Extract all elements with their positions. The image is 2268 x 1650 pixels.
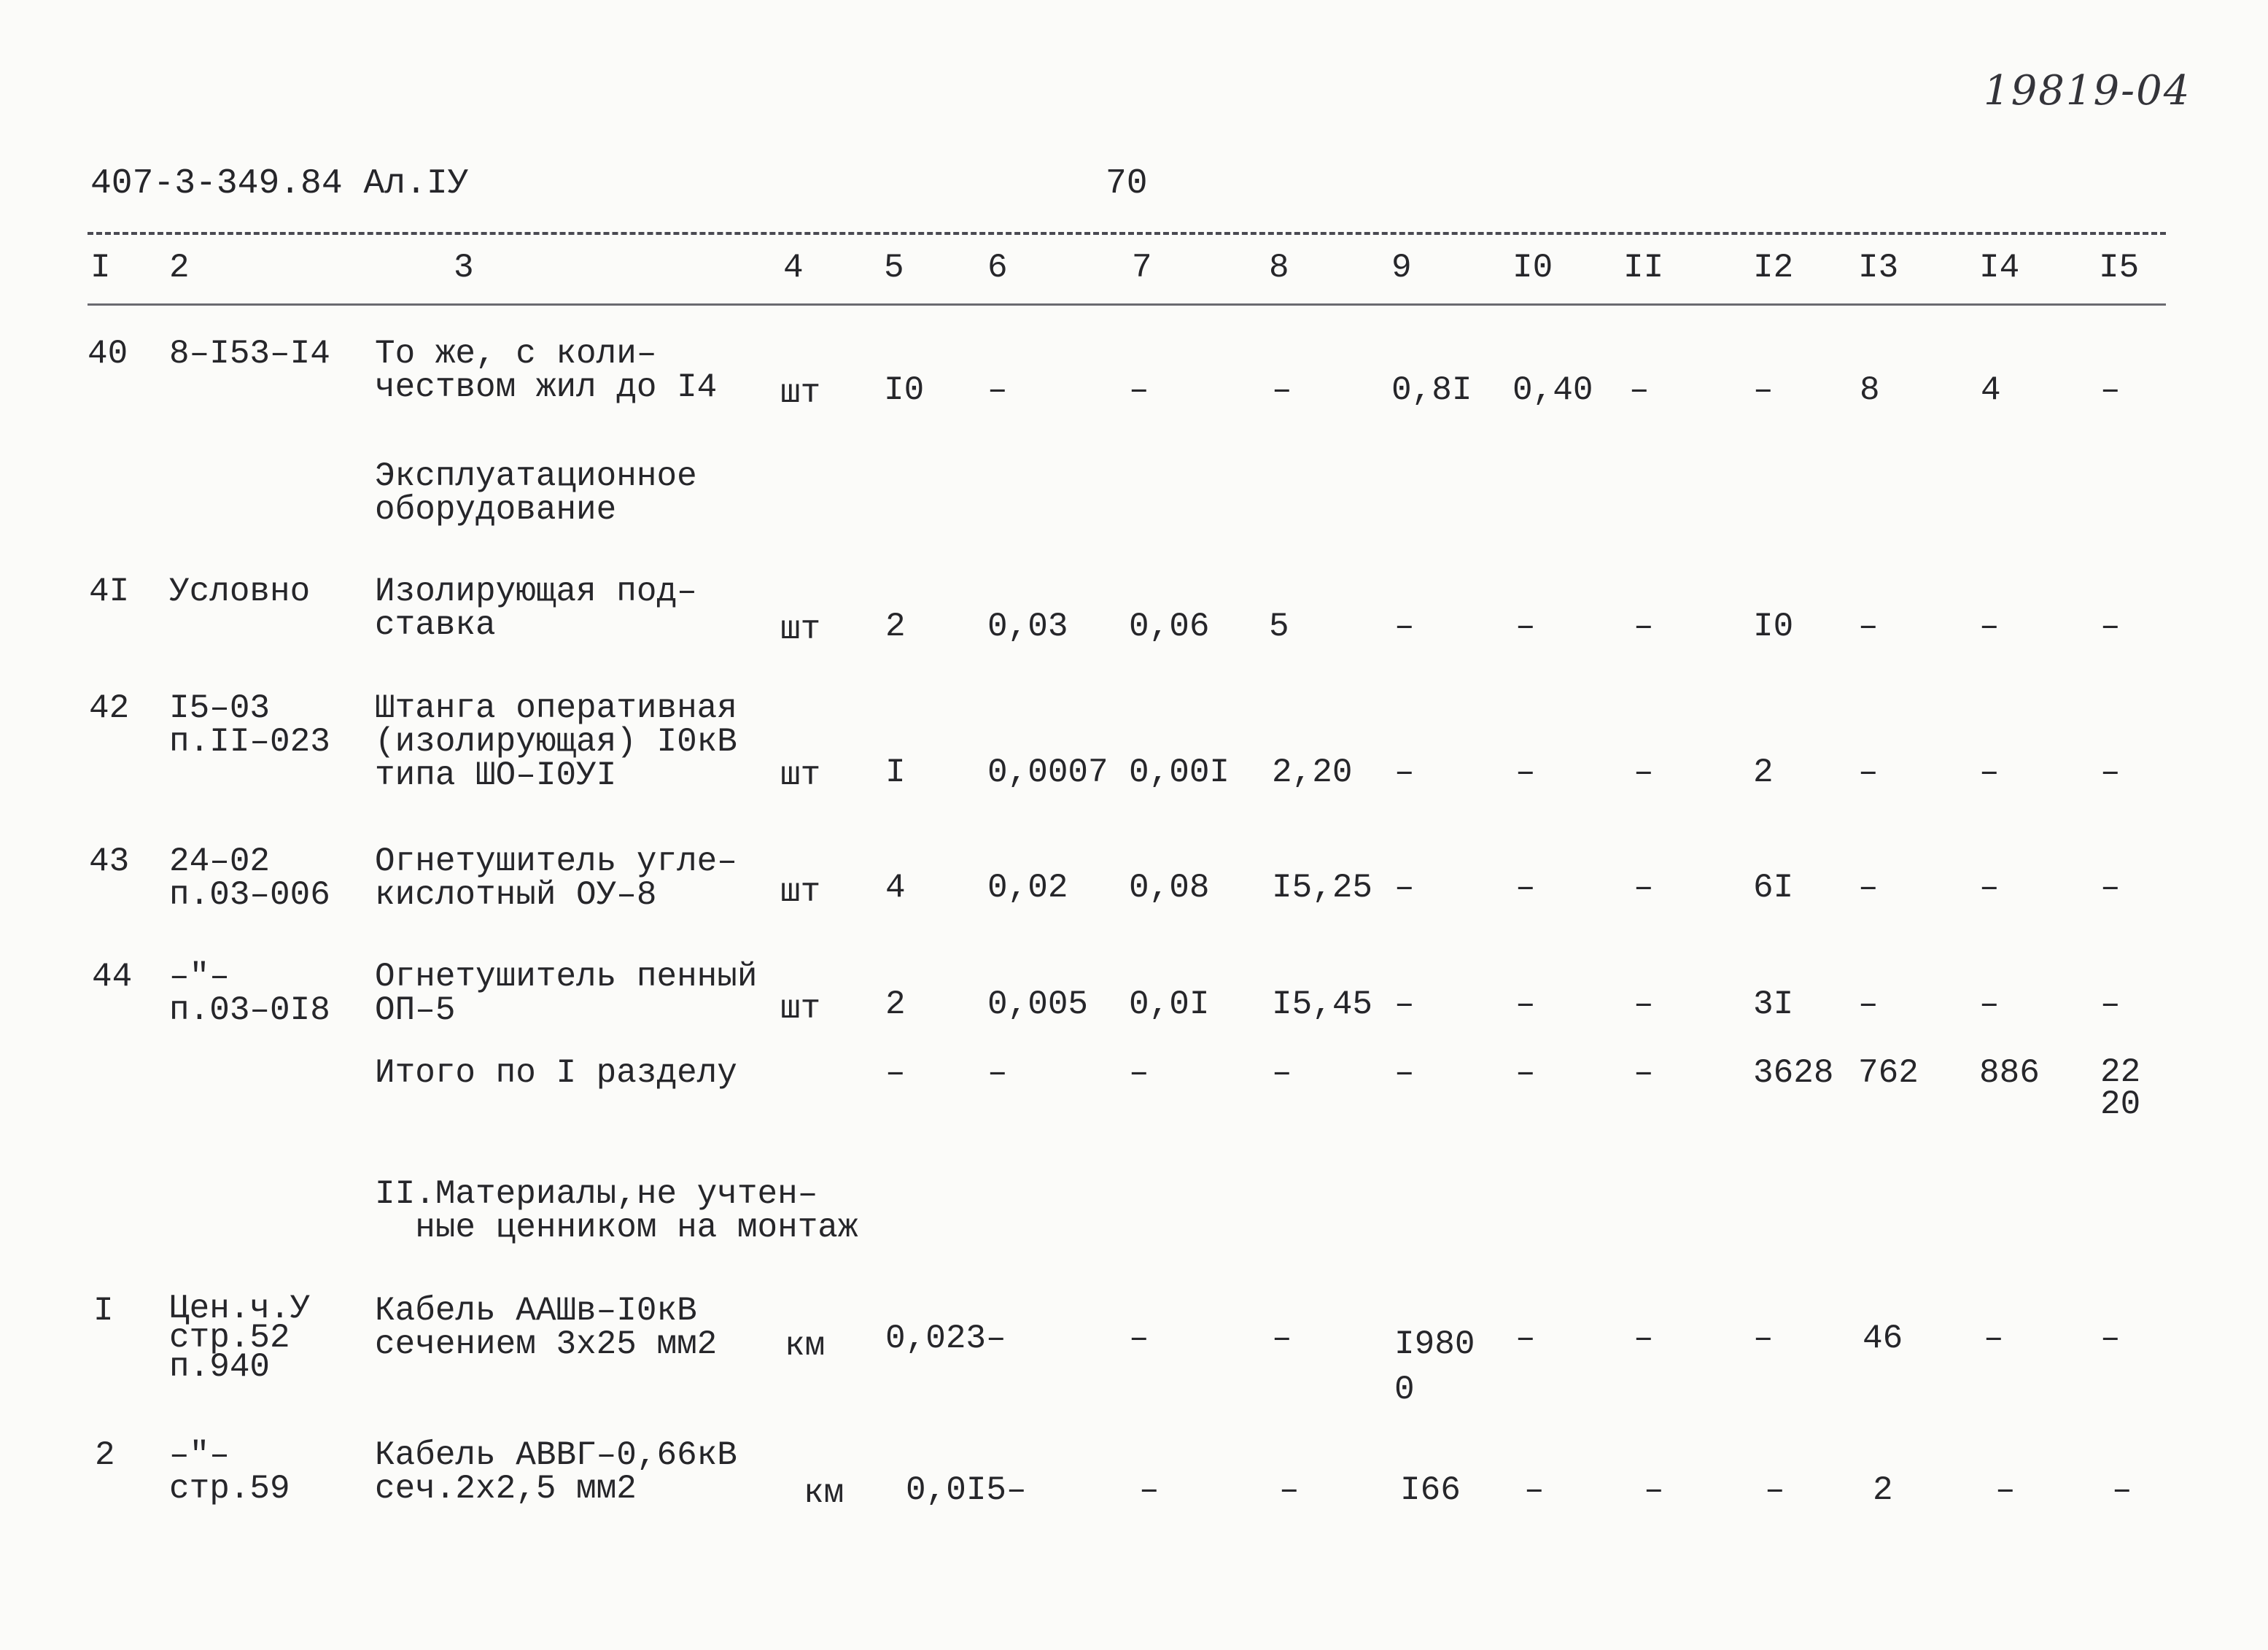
col-8-value: I5,45 [1272,985,1373,1023]
col-12-value: – [1765,1471,1785,1509]
col-9-value: – [1394,608,1415,646]
col-7-value: 0,0I [1129,985,1210,1023]
col-6-value: 0,02 [987,869,1068,907]
total-col-12: 3628 [1753,1054,1834,1092]
col-10-value: – [1515,754,1536,791]
col-13-value: – [1858,869,1879,907]
col-12-value: – [1753,1320,1774,1357]
header-rule-bottom [88,303,2166,306]
item-name: Штанга оперативная (изолирующая) I0кВ типа ШО–I0УI [375,689,737,794]
section-heading: II.Материалы,не учтен– ные ценником на монтаж [375,1175,858,1247]
section-total-label: Итого по I разделу [375,1054,737,1092]
col-11-value: – [1634,1320,1654,1357]
row-number: 40 [88,335,128,373]
price-code: Цен.ч.У стр.52 п.940 [169,1290,311,1386]
col-10-value: – [1515,1054,1536,1092]
col-15-value: – [2100,608,2121,646]
col-15-value: – [2100,985,2121,1023]
unit: шт [780,611,821,648]
col-11-value: – [1629,371,1650,409]
quantity: 0,023– [885,1320,1006,1357]
col-header-4: 4 [783,249,804,287]
col-14-value: – [1979,754,2000,791]
col-15-value: – [2112,1471,2132,1509]
col-10-value: – [1515,985,1536,1023]
row-number: 42 [89,689,130,727]
col-8-value: – [1272,371,1292,409]
col-header-10: I0 [1512,249,1553,287]
col-11-value: – [1634,608,1654,646]
col-11-value: – [1634,754,1654,791]
col-header-9: 9 [1391,249,1412,287]
col-10-value: – [1524,1471,1545,1509]
col-15-value: – [2100,1320,2121,1357]
unit: км [785,1327,826,1365]
col-7-value: 0,00I [1129,754,1230,791]
col-13-value: 8 [1860,371,1880,409]
item-name: Изолирующая под– ставка [375,573,697,644]
col-5-value: – [885,1054,906,1092]
col-10-value: – [1515,608,1536,646]
col-6-value: 0,005 [987,985,1089,1023]
price-code: 24–02 п.03–006 [169,843,330,914]
quantity: I0 [884,371,925,409]
col-14-value: – [1984,1320,2004,1357]
col-13-value: – [1858,985,1879,1023]
col-12-value: 6I [1753,869,1794,907]
col-8-value: – [1272,1054,1292,1092]
unit: шт [780,873,821,911]
col-11-value: – [1634,869,1654,907]
item-name: Огнетушитель угле– кислотный ОУ–8 [375,843,737,914]
section-heading: Эксплуатационное оборудование [375,457,697,529]
item-name: Кабель ААШв–I0кВ сечением 3х25 мм2 [375,1292,718,1363]
col-header-6: 6 [987,249,1008,287]
col-7-value: 0,08 [1129,869,1210,907]
col-9-value: I66 [1400,1471,1461,1509]
quantity: 4 [885,869,906,907]
price-code: 8–I53–I4 [169,335,330,373]
col-9-value: I980 0 [1394,1325,1475,1409]
page-number: 70 [1106,164,1148,204]
col-header-8: 8 [1269,249,1289,287]
quantity: I [885,754,906,791]
unit: шт [780,990,821,1028]
quantity: 0,0I5– [906,1471,1027,1509]
col-8-value: I5,25 [1272,869,1373,907]
doc-code: 407-3-349.84 Ал.IУ [90,164,469,204]
col-7-value: 0,06 [1129,608,1210,646]
col-9-value: – [1394,754,1415,791]
total-col-14: 886 [1979,1054,2040,1092]
col-header-5: 5 [884,249,904,287]
col-8-value: – [1272,1320,1292,1357]
col-12-value: 3I [1753,985,1794,1023]
col-9-value: 0,8I [1391,371,1472,409]
col-6-value: 0,0007 [987,754,1108,791]
unit: км [804,1474,844,1512]
col-15-value: – [2100,754,2121,791]
col-6-value: – [987,371,1008,409]
col-header-14: I4 [1979,249,2020,287]
col-header-12: I2 [1753,249,1794,287]
col-header-3: 3 [454,249,474,287]
col-12-value: 2 [1753,754,1774,791]
col-14-value: 4 [1981,371,2001,409]
col-header-11: II [1623,249,1664,287]
col-8-value: 5 [1269,608,1289,646]
col-9-value: – [1394,985,1415,1023]
col-header-1: I [90,249,111,287]
col-10-value: – [1515,1320,1536,1357]
col-6-value: – [987,1054,1008,1092]
item-name: Огнетушитель пенный ОП–5 [375,958,758,1029]
total-col-13: 762 [1858,1054,1919,1092]
price-code: I5–03 п.II–023 [169,689,330,761]
col-8-value: 2,20 [1272,754,1353,791]
item-name: Кабель АВВГ–0,66кВ сеч.2х2,5 мм2 [375,1436,737,1508]
col-10-value: 0,40 [1512,371,1593,409]
col-6-value: 0,03 [987,608,1068,646]
col-header-15: I5 [2099,249,2140,287]
col-9-value: – [1394,1054,1415,1092]
col-7-value: – [1129,371,1149,409]
col-7-value: – [1129,1320,1149,1357]
row-number: 4I [89,573,130,611]
col-header-2: 2 [169,249,190,287]
price-code: –"– п.03–0I8 [169,958,330,1029]
header-rule-top [88,232,2166,235]
col-header-7: 7 [1132,249,1152,287]
price-code: Условно [169,573,311,611]
handwritten-id: 19819-04 [1984,67,2191,115]
row-number: 43 [89,843,130,880]
col-8-value: – [1279,1471,1300,1509]
col-7-value: – [1139,1471,1160,1509]
item-name: То же, с коли– чеством жил до I4 [375,335,718,406]
col-11-value: – [1634,985,1654,1023]
price-code: –"– стр.59 [169,1436,290,1508]
col-11-value: – [1634,1054,1654,1092]
unit: шт [780,374,821,412]
row-number: I [93,1292,114,1330]
col-15-value: – [2100,371,2121,409]
col-15-value: – [2100,869,2121,907]
total-col-15: 22 20 [2100,1053,2141,1123]
col-header-13: I3 [1858,249,1899,287]
col-14-value: – [1995,1471,2016,1509]
col-11-value: – [1644,1471,1664,1509]
row-number: 44 [92,958,133,996]
unit: шт [780,756,821,794]
col-10-value: – [1515,869,1536,907]
col-13-value: – [1858,754,1879,791]
col-7-value: – [1129,1054,1149,1092]
col-14-value: – [1979,869,2000,907]
col-14-value: – [1979,608,2000,646]
col-12-value: I0 [1753,608,1794,646]
quantity: 2 [885,985,906,1023]
col-13-value: – [1858,608,1879,646]
col-13-value: 46 [1863,1320,1903,1357]
row-number: 2 [95,1436,115,1474]
col-9-value: – [1394,869,1415,907]
col-13-value: 2 [1873,1471,1893,1509]
col-12-value: – [1753,371,1774,409]
col-14-value: – [1979,985,2000,1023]
quantity: 2 [885,608,906,646]
